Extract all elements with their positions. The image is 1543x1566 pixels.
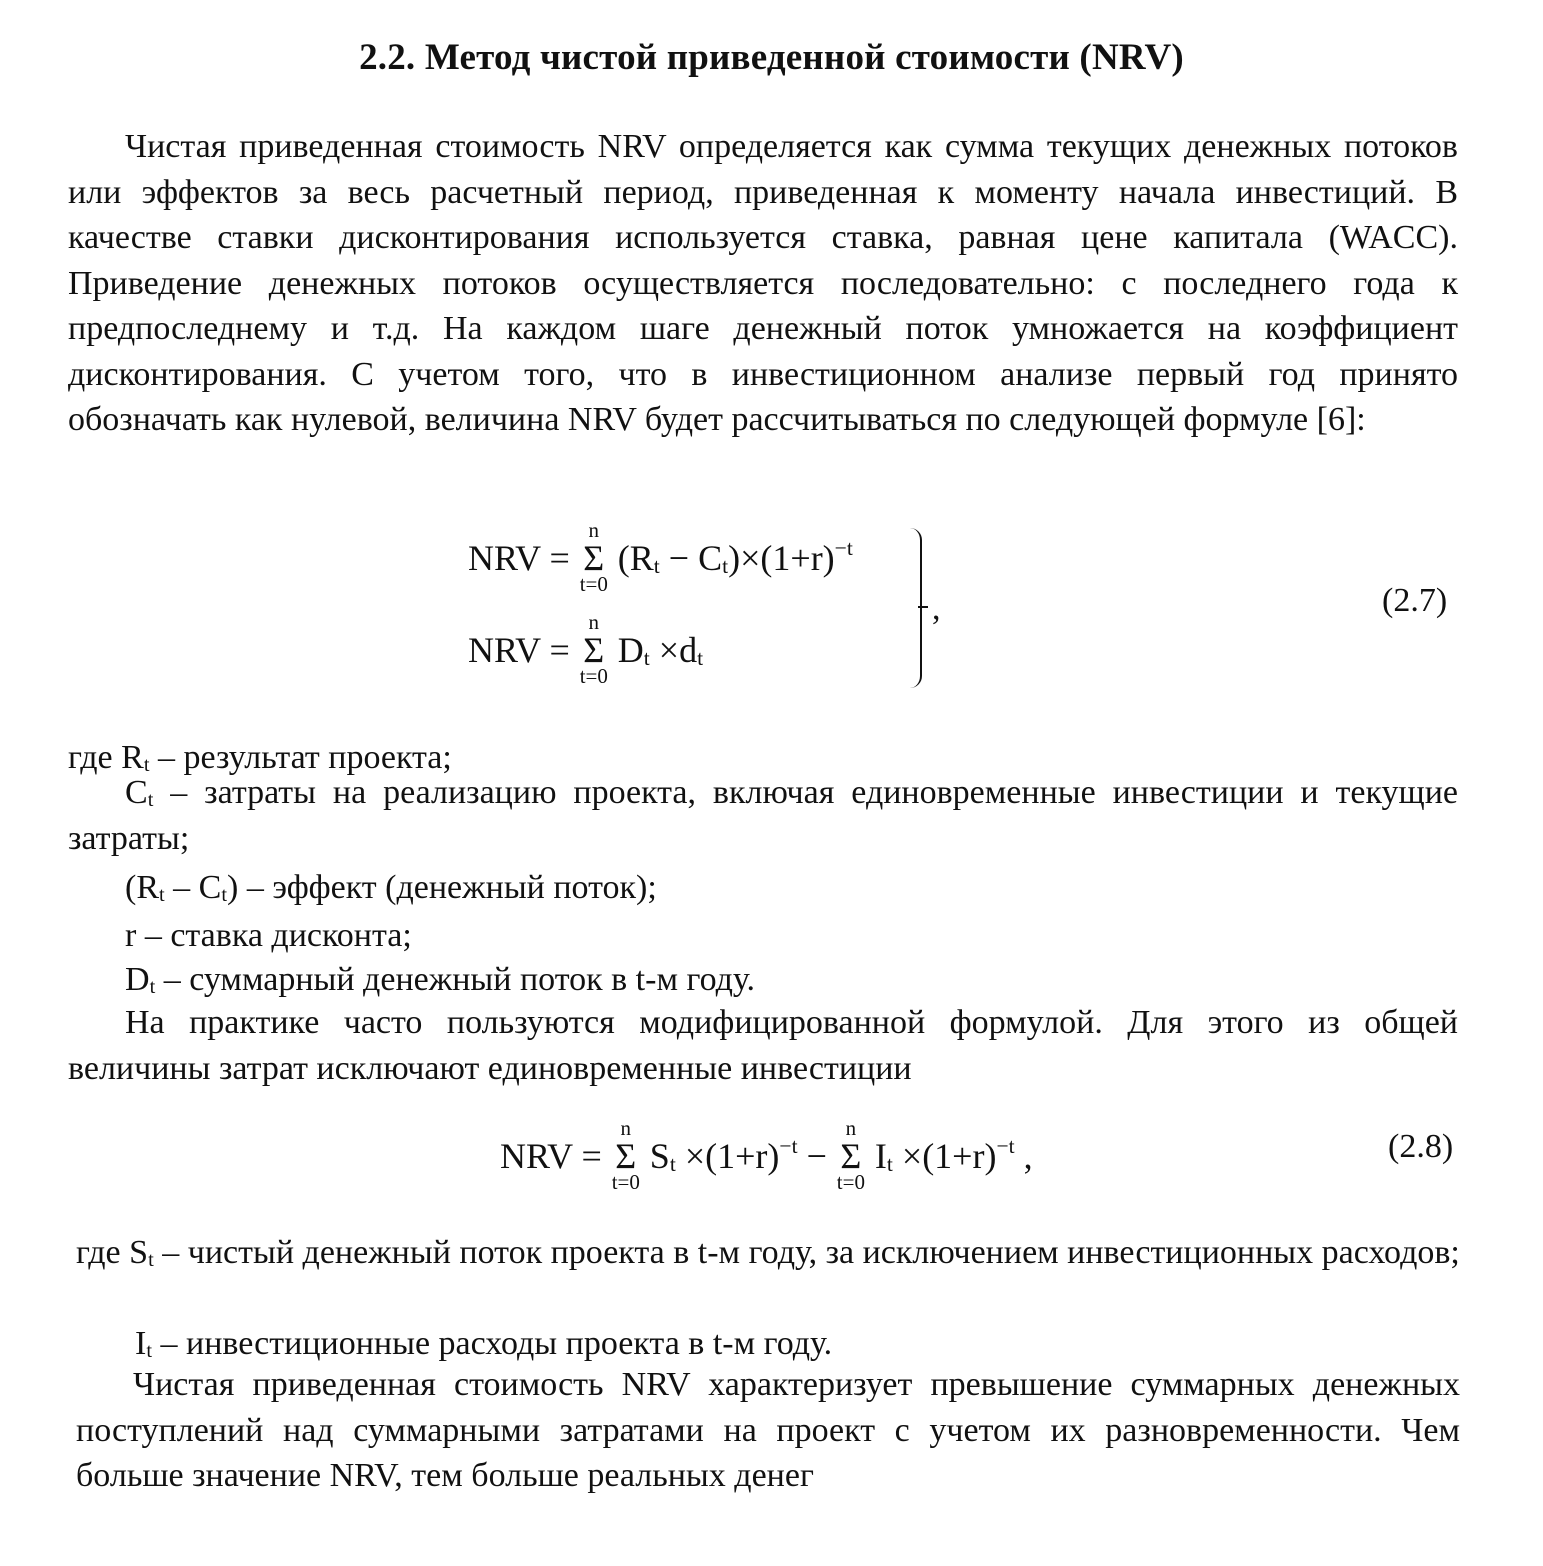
formula-lhs: NRV = (468, 630, 570, 670)
sum-upper-limit: n (620, 1116, 632, 1140)
definition-d-t: $D_t$ – суммарный денежный поток в t-м году. (125, 961, 755, 998)
sum-sign: Σ n t=0 (611, 1138, 641, 1174)
paragraph-intro: Чистая приведенная стоимость NRV определяется как сумма текущих денежных потоков или эффектов за весь расчетный период, приведенная к моменту начала инвестиций. В качестве ставки дисконтирования используется ставка, равная цене капитала (WACC). Приведение денежных потоков осуществляется последовательно: с последнего года к предпоследнему и т.д. На каждом шаге денежный поток умножается на коэффициент дисконтирования. С учетом того, что в инвестиционном анализе первый год принято обозначать как нулевой, величина NRV будет рассчитываться по следующей формуле [6]: (68, 128, 1458, 438)
formula-2-7-line2 (468, 610, 704, 688)
equation-number-2-7: (2.7) (1382, 582, 1448, 619)
sum-lower-limit: t=0 (836, 1170, 865, 1194)
formula-body: $D_t \times d_t$ (617, 630, 704, 670)
sum-sign: Σ n t=0 (579, 632, 609, 668)
formula-term: $I_t \times(1+r)^{-t}$ , (874, 1134, 1033, 1176)
sum-lower-limit: t=0 (579, 572, 608, 596)
formula-brace (906, 528, 922, 688)
definition-effect: $(R_t - C_t)$ – эффект (денежный поток); (125, 869, 657, 906)
definition-s-t: где $S_t$ – чистый денежный поток проекта в t-м году, за исключением инвестиционных расходов; (76, 1234, 1460, 1271)
sum-upper-limit: n (588, 610, 600, 634)
equation-number-2-8: (2.8) (1388, 1128, 1454, 1165)
sum-lower-limit: t=0 (611, 1170, 640, 1194)
formula-2-7-line1 (468, 518, 853, 596)
section-title: 2.2. Метод чистой приведенной стоимости (NRV) (359, 37, 1184, 78)
sum-upper-limit: n (845, 1116, 857, 1140)
formula-term: $S_t \times(1+r)^{-t}$ − (649, 1134, 827, 1176)
sum-lower-limit: t=0 (579, 664, 608, 688)
definition-r-t: где $R_t$ – результат проекта; (68, 739, 452, 776)
sum-sign: Σ n t=0 (836, 1138, 866, 1174)
sum-sign: Σ n t=0 (579, 540, 609, 576)
definition-i-t: $I_t$ – инвестиционные расходы проекта в t-м году. (135, 1325, 833, 1362)
paragraph-modified: На практике часто пользуются модифицированной формулой. Для этого из общей величины затрат исключают единовременные инвестиции (68, 1004, 1458, 1087)
formula-comma: , (932, 590, 941, 627)
formula-lhs: NRV = (500, 1136, 602, 1176)
formula-lhs: NRV = (468, 538, 570, 578)
sum-upper-limit: n (588, 518, 600, 542)
definition-c-t: $C_t$ – затраты на реализацию проекта, включая единовременные инвестиции и текущие затраты; (68, 774, 1458, 857)
paragraph-conclusion: Чистая приведенная стоимость NRV характеризует превышение суммарных денежных поступлений над суммарными затратами на проект с учетом их разновременности. Чем больше значение NRV, тем больше реальных денег (76, 1366, 1460, 1494)
definition-rate: r – ставка дисконта; (125, 917, 412, 954)
formula-brace-tip (918, 606, 928, 608)
formula-2-8 (500, 1116, 1033, 1194)
formula-body: $(R_t - C_t)\times(1+r)^{-t}$ (617, 536, 853, 578)
